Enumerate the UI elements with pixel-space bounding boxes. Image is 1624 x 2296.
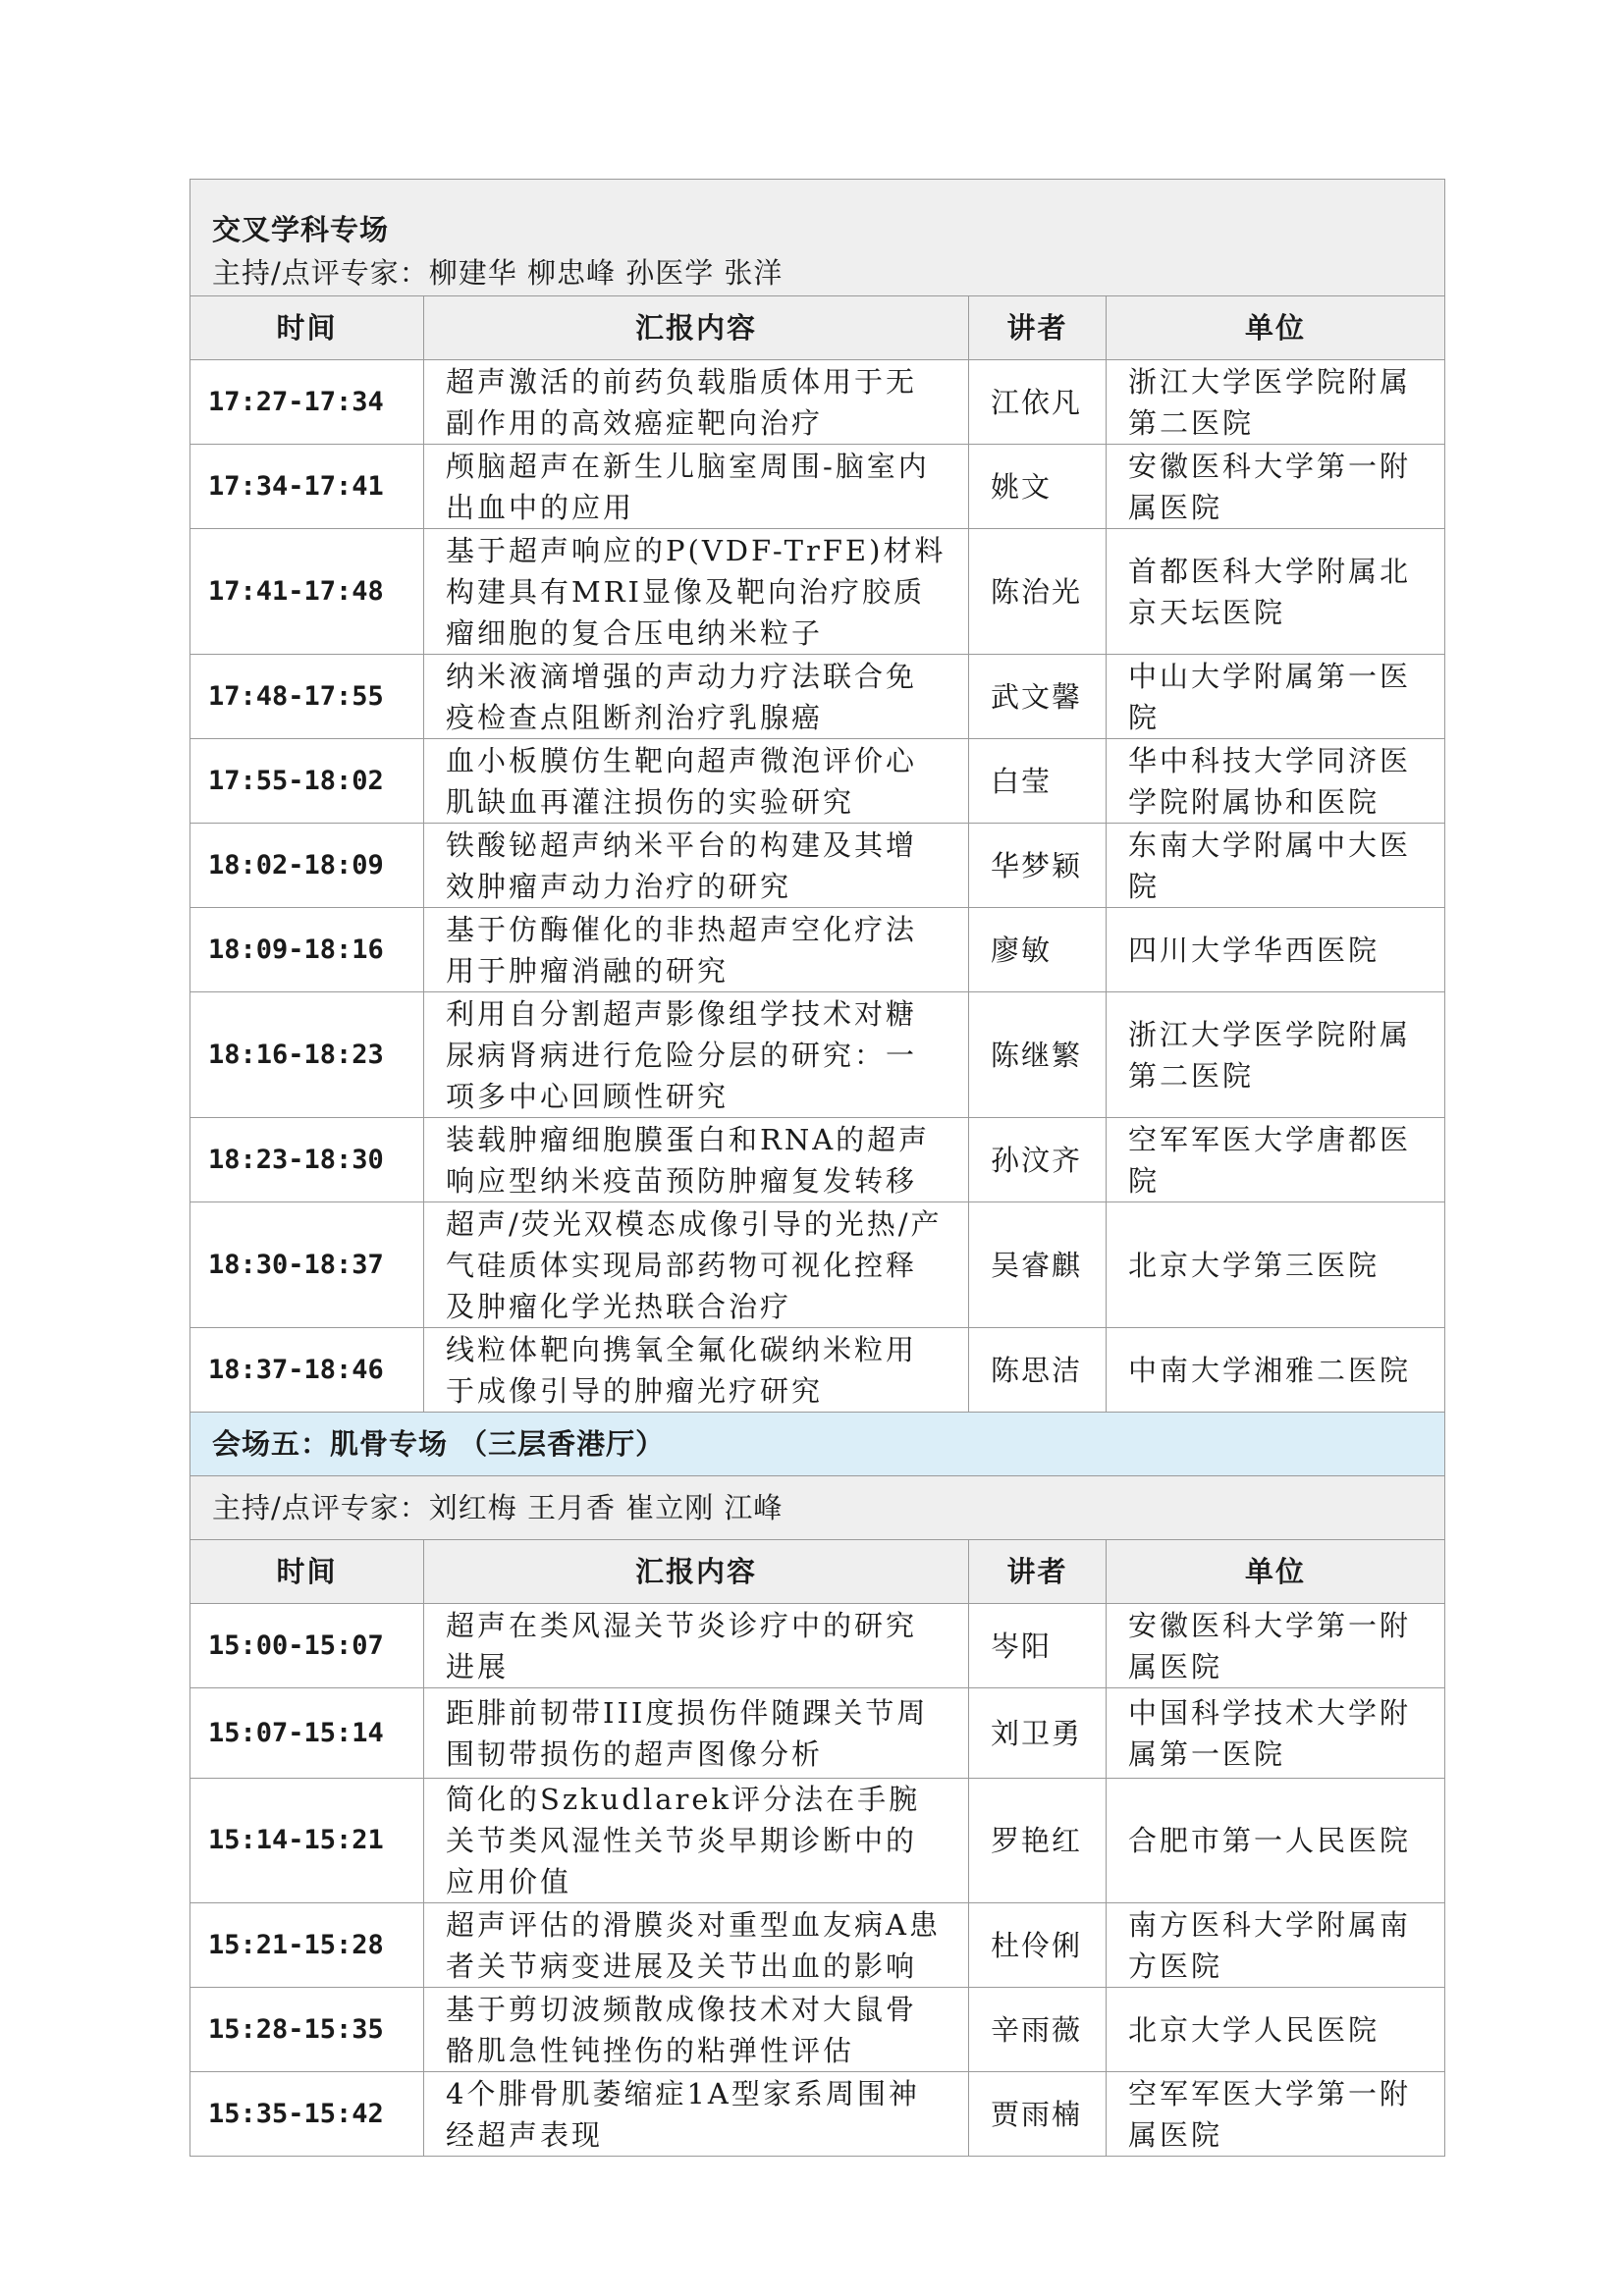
table-row — [190, 360, 1445, 445]
unit-cell: 首都医科大学附属北京天坛医院 — [1107, 529, 1445, 655]
session-title: 交叉学科专场 — [190, 180, 1445, 251]
speaker-cell: 陈思洁 — [969, 1328, 1107, 1413]
unit-cell: 华中科技大学同济医学院附属协和医院 — [1107, 739, 1445, 824]
speaker-cell: 廖敏 — [969, 908, 1107, 992]
unit-cell: 浙江大学医学院附属第二医院 — [1107, 992, 1445, 1118]
unit-cell: 中国科学技术大学附属第一医院 — [1107, 1688, 1445, 1779]
speaker-cell: 贾雨楠 — [969, 2072, 1107, 2157]
time-cell: 15:07-15:14 — [190, 1688, 424, 1779]
topic-cell: 4个腓骨肌萎缩症1A型家系周围神经超声表现 — [424, 2072, 969, 2157]
time-cell: 18:16-18:23 — [190, 992, 424, 1118]
time-cell: 18:23-18:30 — [190, 1118, 424, 1202]
unit-cell: 浙江大学医学院附属第二医院 — [1107, 360, 1445, 445]
speaker-cell: 陈治光 — [969, 529, 1107, 655]
topic-cell: 血小板膜仿生靶向超声微泡评价心肌缺血再灌注损伤的实验研究 — [424, 739, 969, 824]
table-row — [190, 1118, 1445, 1202]
table-header-row — [190, 296, 1445, 360]
topic-cell: 基于超声响应的P(VDF-TrFE)材料构建具有MRI显像及靶向治疗胶质瘤细胞的复合压电纳米粒子 — [424, 529, 969, 655]
table-row — [190, 1328, 1445, 1413]
time-cell: 18:37-18:46 — [190, 1328, 424, 1413]
time-cell: 15:00-15:07 — [190, 1604, 424, 1688]
speaker-cell: 吴睿麒 — [969, 1202, 1107, 1328]
table-header-row — [190, 1540, 1445, 1604]
unit-cell: 空军军医大学第一附属医院 — [1107, 2072, 1445, 2157]
header-time: 时间 — [190, 1540, 424, 1604]
time-cell: 15:35-15:42 — [190, 2072, 424, 2157]
header-unit: 单位 — [1107, 1540, 1445, 1604]
unit-cell: 中山大学附属第一医院 — [1107, 655, 1445, 739]
topic-cell: 基于仿酶催化的非热超声空化疗法用于肿瘤消融的研究 — [424, 908, 969, 992]
unit-cell: 安徽医科大学第一附属医院 — [1107, 1604, 1445, 1688]
unit-cell: 北京大学人民医院 — [1107, 1988, 1445, 2072]
unit-cell: 北京大学第三医院 — [1107, 1202, 1445, 1328]
topic-cell: 铁酸铋超声纳米平台的构建及其增效肿瘤声动力治疗的研究 — [424, 824, 969, 908]
speaker-cell: 华梦颖 — [969, 824, 1107, 908]
session-hosts: 主持/点评专家：柳建华 柳忠峰 孙医学 张洋 — [190, 250, 1445, 296]
table-row — [190, 1988, 1445, 2072]
speaker-cell: 岑阳 — [969, 1604, 1107, 1688]
table-row — [190, 824, 1445, 908]
topic-cell: 超声/荧光双模态成像引导的光热/产气硅质体实现局部药物可视化控释及肿瘤化学光热联合治疗 — [424, 1202, 969, 1328]
speaker-cell: 江依凡 — [969, 360, 1107, 445]
table-row — [190, 529, 1445, 655]
topic-cell: 利用自分割超声影像组学技术对糖尿病肾病进行危险分层的研究：一项多中心回顾性研究 — [424, 992, 969, 1118]
table-row — [190, 992, 1445, 1118]
time-cell: 17:27-17:34 — [190, 360, 424, 445]
unit-cell: 四川大学华西医院 — [1107, 908, 1445, 992]
time-cell: 17:41-17:48 — [190, 529, 424, 655]
speaker-cell: 辛雨薇 — [969, 1988, 1107, 2072]
header-unit: 单位 — [1107, 296, 1445, 360]
header-topic: 汇报内容 — [424, 296, 969, 360]
table-row — [190, 1688, 1445, 1779]
topic-cell: 颅脑超声在新生儿脑室周围-脑室内出血中的应用 — [424, 445, 969, 529]
table-row — [190, 1779, 1445, 1903]
speaker-cell: 刘卫勇 — [969, 1688, 1107, 1779]
session-title: 会场五：肌骨专场 （三层香港厅） — [190, 1413, 1445, 1476]
unit-cell: 合肥市第一人民医院 — [1107, 1779, 1445, 1903]
unit-cell: 南方医科大学附属南方医院 — [1107, 1903, 1445, 1988]
speaker-cell: 罗艳红 — [969, 1779, 1107, 1903]
topic-cell: 距腓前韧带III度损伤伴随踝关节周围韧带损伤的超声图像分析 — [424, 1688, 969, 1779]
table-row — [190, 739, 1445, 824]
header-speaker: 讲者 — [969, 296, 1107, 360]
speaker-cell: 孙汶齐 — [969, 1118, 1107, 1202]
unit-cell: 空军军医大学唐都医院 — [1107, 1118, 1445, 1202]
topic-cell: 超声在类风湿关节炎诊疗中的研究进展 — [424, 1604, 969, 1688]
time-cell: 18:02-18:09 — [190, 824, 424, 908]
topic-cell: 基于剪切波频散成像技术对大鼠骨骼肌急性钝挫伤的粘弹性评估 — [424, 1988, 969, 2072]
header-speaker: 讲者 — [969, 1540, 1107, 1604]
table-row — [190, 655, 1445, 739]
time-cell: 17:55-18:02 — [190, 739, 424, 824]
table-row — [190, 1604, 1445, 1688]
unit-cell: 安徽医科大学第一附属医院 — [1107, 445, 1445, 529]
speaker-cell: 杜伶俐 — [969, 1903, 1107, 1988]
unit-cell: 中南大学湘雅二医院 — [1107, 1328, 1445, 1413]
time-cell: 18:09-18:16 — [190, 908, 424, 992]
topic-cell: 线粒体靶向携氧全氟化碳纳米粒用于成像引导的肿瘤光疗研究 — [424, 1328, 969, 1413]
speaker-cell: 陈继繁 — [969, 992, 1107, 1118]
speaker-cell: 武文馨 — [969, 655, 1107, 739]
schedule-document — [189, 179, 1444, 2157]
time-cell: 15:21-15:28 — [190, 1903, 424, 1988]
table-row — [190, 1202, 1445, 1328]
time-cell: 17:48-17:55 — [190, 655, 424, 739]
speaker-cell: 白莹 — [969, 739, 1107, 824]
time-cell: 18:30-18:37 — [190, 1202, 424, 1328]
topic-cell: 超声评估的滑膜炎对重型血友病A患者关节病变进展及关节出血的影响 — [424, 1903, 969, 1988]
topic-cell: 简化的Szkudlarek评分法在手腕关节类风湿性关节炎早期诊断中的应用价值 — [424, 1779, 969, 1903]
time-cell: 17:34-17:41 — [190, 445, 424, 529]
session-hosts: 主持/点评专家：刘红梅 王月香 崔立刚 江峰 — [190, 1476, 1445, 1540]
header-time: 时间 — [190, 296, 424, 360]
unit-cell: 东南大学附属中大医院 — [1107, 824, 1445, 908]
topic-cell: 纳米液滴增强的声动力疗法联合免疫检查点阻断剂治疗乳腺癌 — [424, 655, 969, 739]
topic-cell: 超声激活的前药负载脂质体用于无副作用的高效癌症靶向治疗 — [424, 360, 969, 445]
header-topic: 汇报内容 — [424, 1540, 969, 1604]
schedule-table — [189, 179, 1445, 2157]
topic-cell: 装载肿瘤细胞膜蛋白和RNA的超声响应型纳米疫苗预防肿瘤复发转移 — [424, 1118, 969, 1202]
time-cell: 15:14-15:21 — [190, 1779, 424, 1903]
table-row — [190, 1903, 1445, 1988]
table-row — [190, 2072, 1445, 2157]
speaker-cell: 姚文 — [969, 445, 1107, 529]
table-row — [190, 908, 1445, 992]
table-row — [190, 445, 1445, 529]
time-cell: 15:28-15:35 — [190, 1988, 424, 2072]
